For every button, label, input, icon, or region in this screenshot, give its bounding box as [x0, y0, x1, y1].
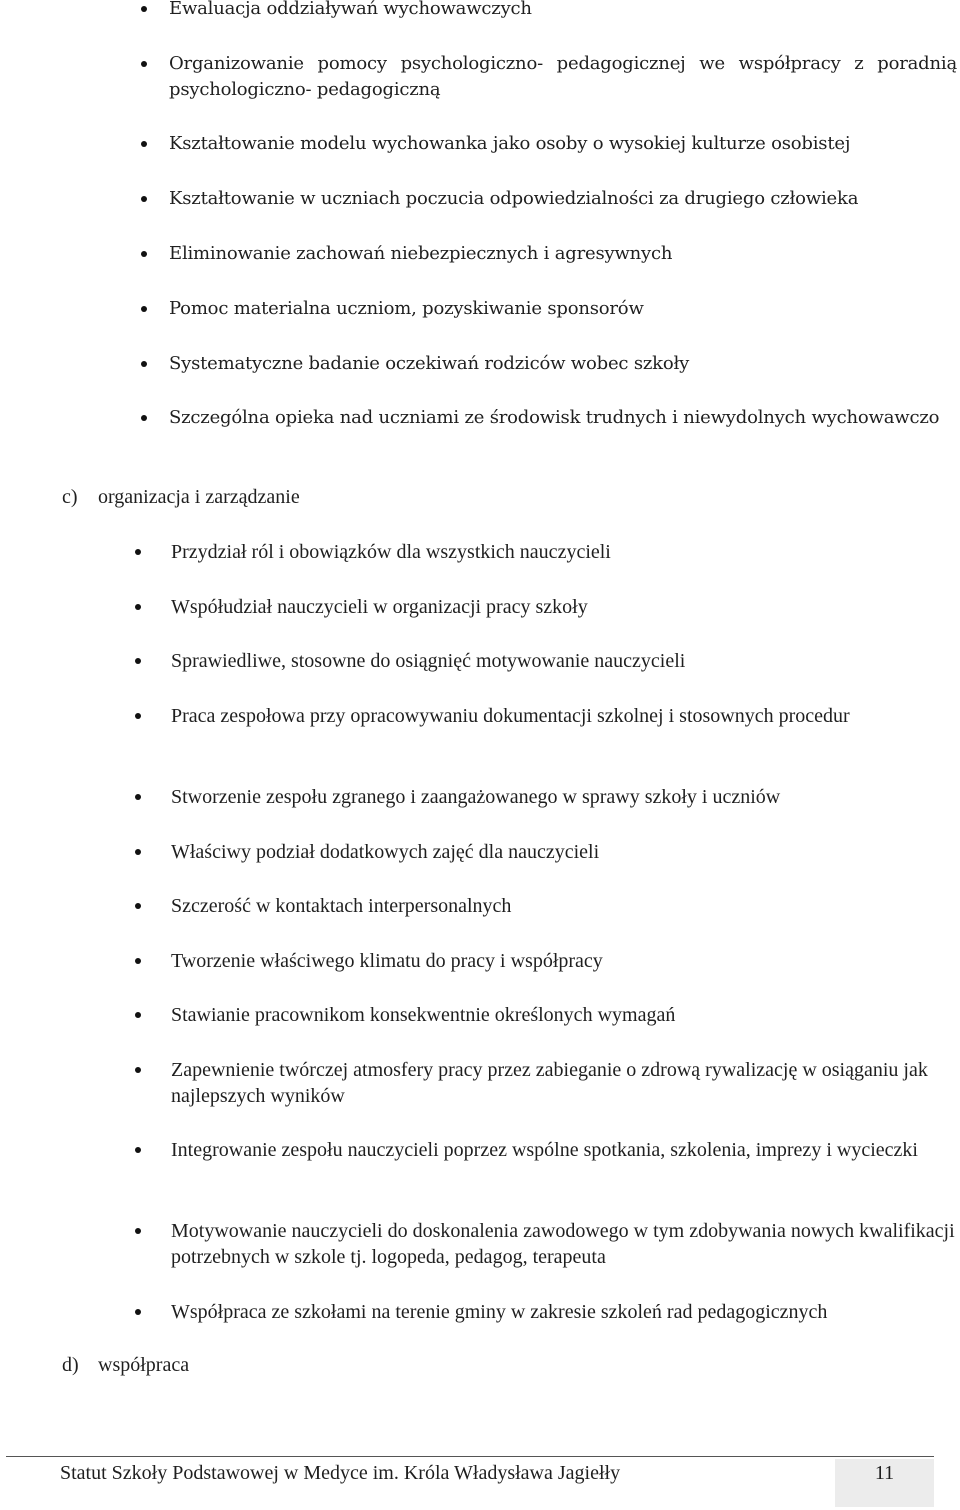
page-number: 11: [874, 1462, 895, 1484]
list-item-text: Przydział ról i obowiązków dla wszystkich nauczycieli: [171, 541, 611, 563]
section-label: c): [62, 486, 78, 508]
list-item-text: Kształtowanie modelu wychowanka jako osoby o wysokiej kulturze osobistej: [169, 133, 851, 154]
bullet-icon: [135, 713, 141, 719]
bullet-icon: [141, 141, 147, 147]
list-item-text: Praca zespołowa przy opracowywaniu dokumentacji szkolnej i stosownych procedur: [171, 705, 850, 727]
list-item-text: Eliminowanie zachowań niebezpiecznych i agresywnych: [169, 243, 673, 264]
bullet-icon: [141, 415, 147, 421]
list-item-text: Stawianie pracownikom konsekwentnie określonych wymagań: [171, 1004, 676, 1026]
list-item-text: Sprawiedliwe, stosowne do osiągnięć motywowanie nauczycieli: [171, 650, 686, 672]
bullet-icon: [135, 849, 141, 855]
list-item-text: Stworzenie zespołu zgranego i zaangażowanego w sprawy szkoły i uczniów: [171, 786, 781, 808]
bullet-icon: [135, 958, 141, 964]
bullet-icon: [141, 361, 147, 367]
bullet-icon: [141, 61, 147, 67]
bullet-icon: [135, 658, 141, 664]
list-item-text: Ewaluacja oddziaływań wychowawczych: [169, 0, 532, 19]
bullet-icon: [141, 251, 147, 257]
bullet-icon: [135, 1147, 141, 1153]
list-item-text: Integrowanie zespołu nauczycieli poprzez wspólne spotkania, szkolenia, imprezy i wycieczki: [171, 1139, 918, 1161]
section-label: d): [62, 1354, 79, 1376]
bullet-icon: [135, 1012, 141, 1018]
bullet-icon: [135, 604, 141, 610]
page-footer: [0, 1456, 960, 1510]
bullet-icon: [135, 903, 141, 909]
bullet-icon: [141, 306, 147, 312]
list-item-text: Kształtowanie w uczniach poczucia odpowiedzialności za drugiego człowieka: [169, 188, 859, 209]
list-item-text: Pomoc materialna uczniom, pozyskiwanie sponsorów: [169, 298, 644, 319]
list-item-text: Systematyczne badanie oczekiwań rodziców wobec szkoły: [169, 353, 690, 374]
bullet-icon: [135, 1067, 141, 1073]
section-heading-c: [62, 484, 300, 510]
bullet-icon: [135, 1309, 141, 1315]
bullet-icon: [135, 1228, 141, 1234]
list-item-text: Zapewnienie twórczej atmosfery pracy przez zabieganie o zdrową rywalizację w osiąganiu jak najlepszych wyników: [171, 1059, 928, 1107]
list-item-text: Organizowanie pomocy psychologiczno- pedagogicznej we współpracy z poradnią psychologiczno- pedagogiczną: [169, 53, 957, 100]
footer-divider: [6, 1456, 934, 1457]
list-item-text: Tworzenie właściwego klimatu do pracy i współpracy: [171, 950, 603, 972]
bullet-icon: [135, 794, 141, 800]
bullet-icon: [135, 549, 141, 555]
section-title: współpraca: [98, 1354, 190, 1376]
list-item-text: Szczególna opieka nad uczniami ze środowisk trudnych i niewydolnych wychowawczo: [169, 407, 940, 428]
bullet-icon: [141, 196, 147, 202]
list-item-text: Szczerość w kontaktach interpersonalnych: [171, 895, 512, 917]
footer-title: Statut Szkoły Podstawowej w Medyce im. Króla Władysława Jagiełły: [60, 1462, 621, 1484]
list-item-text: Motywowanie nauczycieli do doskonalenia zawodowego w tym zdobywania nowych kwalifikacji potrzebnych w szkole tj. logopeda, pedagog, terapeuta: [171, 1220, 955, 1268]
bullet-icon: [141, 6, 147, 12]
section-heading-d: [62, 1352, 189, 1378]
list-item-text: Współpraca ze szkołami na terenie gminy w zakresie szkoleń rad pedagogicznych: [171, 1301, 828, 1323]
list-item-text: Właściwy podział dodatkowych zajęć dla nauczycieli: [171, 841, 600, 863]
section-title: organizacja i zarządzanie: [98, 486, 300, 508]
page-number-box: [835, 1459, 934, 1507]
list-item-text: Współudział nauczycieli w organizacji pracy szkoły: [171, 596, 588, 618]
